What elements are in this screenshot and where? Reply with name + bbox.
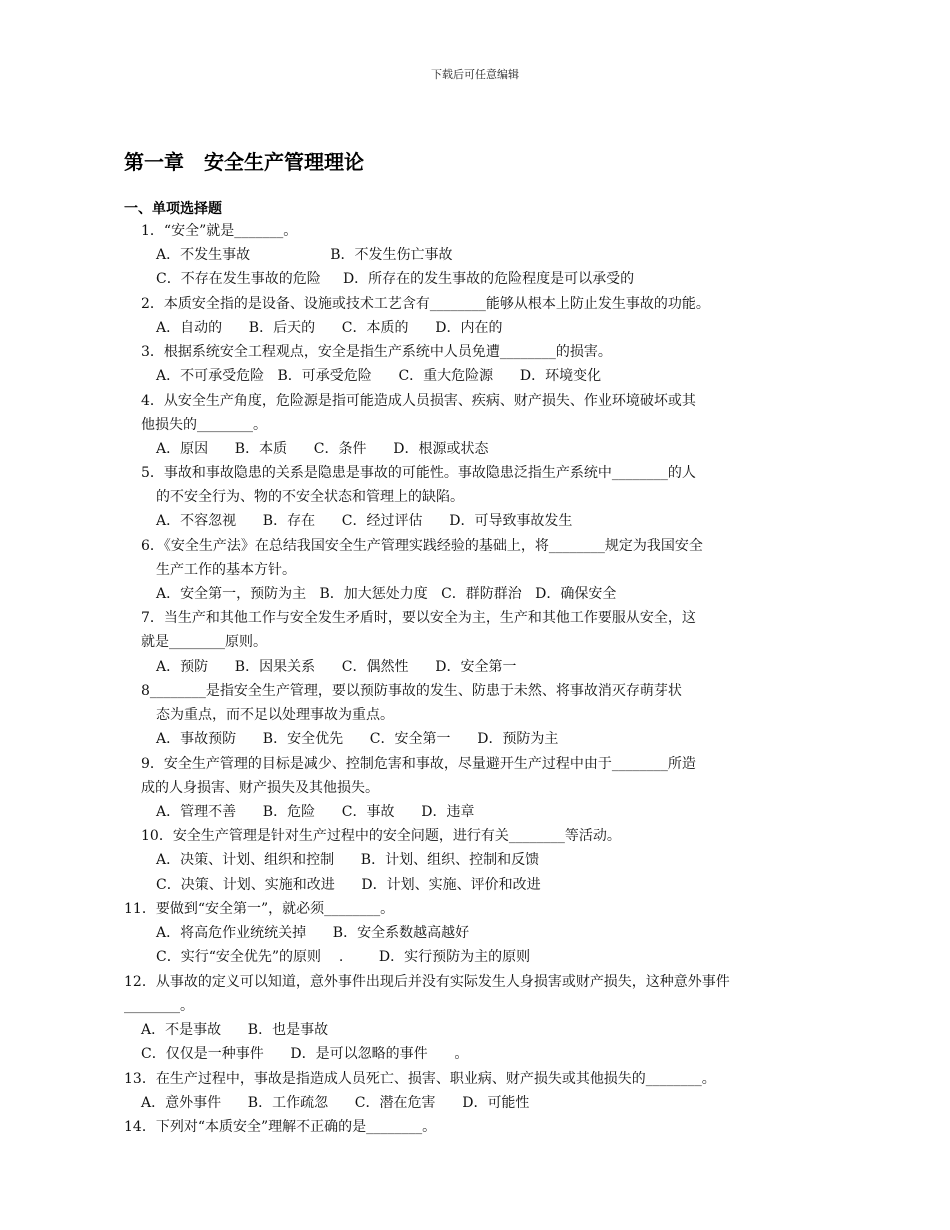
question-8-line-2: 态为重点，而不足以处理事故为重点。 <box>156 707 394 723</box>
chapter-title: 第一章 安全生产管理理论 <box>124 150 364 174</box>
question-11-options-ab: A．将高危作业统统关掉 B．安全系数越高越好 <box>156 925 470 941</box>
question-14: 14．下列对“本质安全”理解不正确的是________。 <box>124 1119 437 1135</box>
page-header-note: 下载后可任意编辑 <box>431 68 519 81</box>
question-5-options: A．不容忽视 B．存在 C．经过评估 D．可导致事故发生 <box>156 513 573 529</box>
question-7-line-1: 7．当生产和其他工作与安全发生矛盾时，要以安全为主，生产和其他工作要服从安全，这 <box>141 610 696 626</box>
question-5-line-1: 5．事故和事故隐患的关系是隐患是事故的可能性。事故隐患泛指生产系统中________的人 <box>141 465 696 481</box>
question-5-line-2: 的不安全行为、物的不安全状态和管理上的缺陷。 <box>156 489 464 505</box>
question-12-line-2: ________。 <box>124 998 194 1014</box>
question-11-options-cd: C．实行“安全优先”的原则 . D．实行预防为主的原则 <box>156 949 531 965</box>
question-13-options: A．意外事件 B．工作疏忽 C．潜在危害 D．可能性 <box>141 1095 530 1111</box>
question-10-options-cd: C．决策、计划、实施和改进 D．计划、实施、评价和改进 <box>156 877 541 893</box>
section-title: 一、单项选择题 <box>124 201 222 217</box>
question-4-line-2: 他损失的________。 <box>141 417 267 433</box>
question-12-options-ab: A．不是事故 B．也是事故 <box>141 1022 329 1038</box>
question-8-options: A．事故预防 B．安全优先 C．安全第一 D．预防为主 <box>156 731 559 747</box>
question-10-options-ab: A．决策、计划、组织和控制 B．计划、组织、控制和反馈 <box>156 852 540 868</box>
question-7-line-2: 就是________原则。 <box>141 634 267 650</box>
question-10: 10．安全生产管理是针对生产过程中的安全问题，进行有关________等活动。 <box>141 828 621 844</box>
question-6-options: A．安全第一，预防为主 B．加大惩处力度 C．群防群治 D．确保安全 <box>156 586 617 602</box>
question-1: 1．“安全”就是_______。 <box>141 223 298 239</box>
question-6-line-1: 6．《安全生产法》在总结我国安全生产管理实践经验的基础上，将________规定为我国安全 <box>141 538 703 554</box>
question-2: 2．本质安全指的是设备、设施或技术工艺含有________能够从根本上防止发生事故的功能。 <box>141 296 710 312</box>
question-2-options: A．自动的 B．后天的 C．本质的 D．内在的 <box>156 320 503 336</box>
question-12-line-1: 12．从事故的定义可以知道，意外事件出现后并没有实际发生人身损害或财产损失，这种意外事件 <box>124 974 730 990</box>
question-11: 11．要做到“安全第一”，就必须________。 <box>124 901 395 917</box>
question-3: 3．根据系统安全工程观点，安全是指生产系统中人员免遭________的损害。 <box>141 344 612 360</box>
question-6-line-2: 生产工作的基本方针。 <box>156 562 296 578</box>
question-8-line-1: 8________是指安全生产管理，要以预防事故的发生、防患于未然、将事故消灭存萌芽状 <box>141 683 682 699</box>
question-9-options: A．管理不善 B．危险 C．事故 D．违章 <box>156 804 475 820</box>
question-7-options: A．预防 B．因果关系 C．偶然性 D．安全第一 <box>156 659 517 675</box>
question-4-options: A．原因 B．本质 C．条件 D．根源或状态 <box>156 441 489 457</box>
question-13: 13．在生产过程中，事故是指造成人员死亡、损害、职业病、财产损失或其他损失的________。 <box>124 1071 716 1087</box>
question-12-options-cd: C．仅仅是一种事件 D．是可以忽略的事件 。 <box>141 1046 469 1062</box>
question-9-line-2: 成的人身损害、财产损失及其他损失。 <box>141 780 379 796</box>
question-1-options-cd: C．不存在发生事故的危险 D．所存在的发生事故的危险程度是可以承受的 <box>156 271 635 287</box>
question-1-options-ab: A．不发生事故 B．不发生伤亡事故 <box>156 247 453 263</box>
question-4-line-1: 4．从安全生产角度，危险源是指可能造成人员损害、疾病、财产损失、作业环境破坏或其 <box>141 393 696 409</box>
question-3-options: A．不可承受危险 B．可承受危险 C．重大危险源 D．环境变化 <box>156 368 602 384</box>
question-9-line-1: 9．安全生产管理的目标是减少、控制危害和事故，尽量避开生产过程中由于________所造 <box>141 756 696 772</box>
